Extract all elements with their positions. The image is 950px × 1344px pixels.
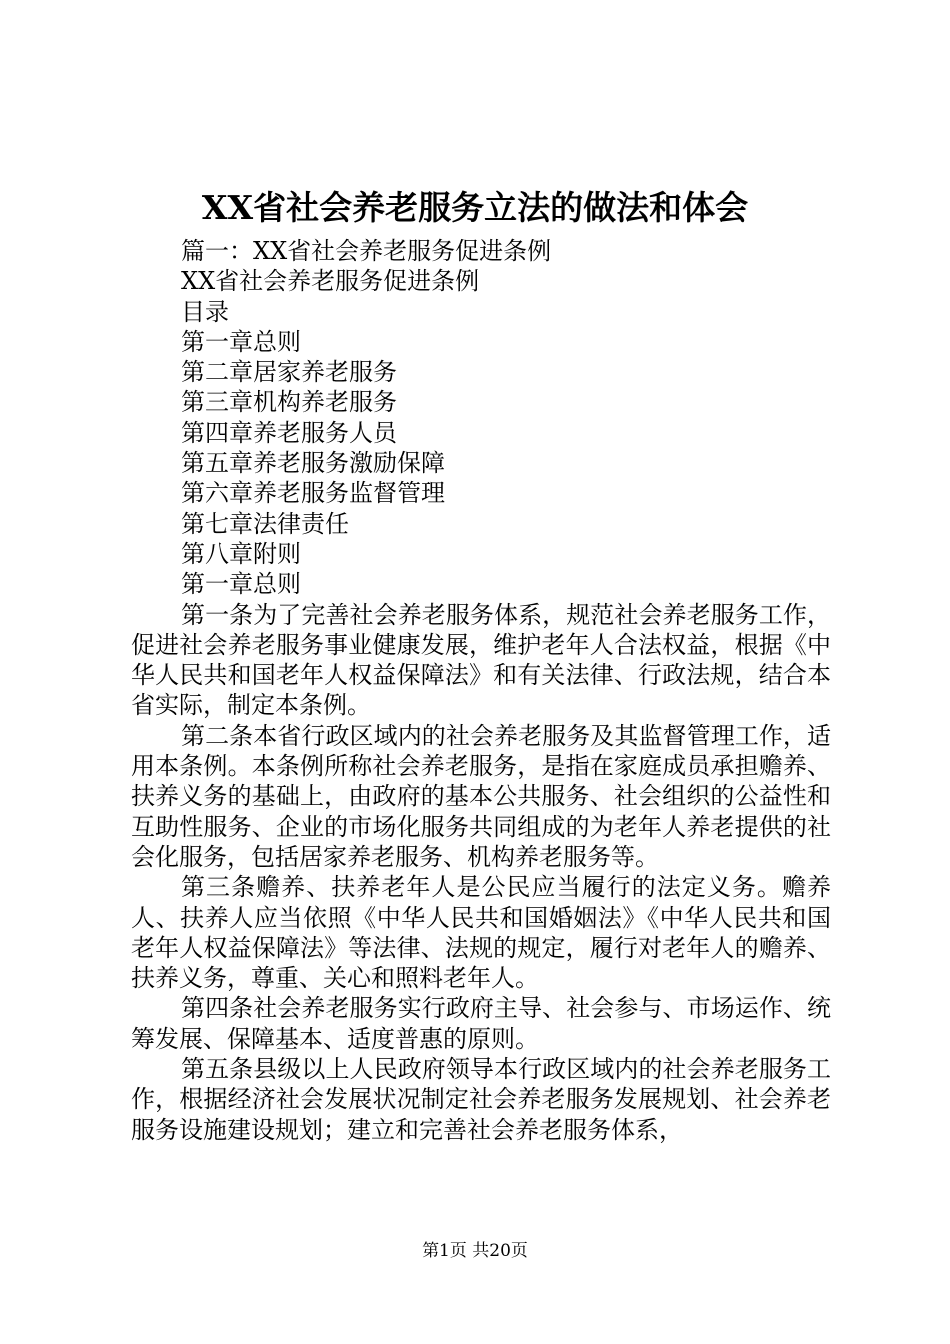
page-footer: 第1页 共20页: [422, 1241, 528, 1261]
regulation-title: XX省社会养老服务促进条例: [181, 267, 480, 296]
toc-item: 第七章法律责任: [181, 509, 349, 538]
toc-item: 第一章总则: [181, 327, 301, 356]
article-paragraph: 第三条赡养、扶养老年人是公民应当履行的法定义务。赡养人、扶养人应当依照《中华人民共和国婚姻法》《中华人民共和国老年人权益保障法》等法律、法规的规定，履行对老年人的赡养、扶养义务，尊重、关心和照料老年人。: [131, 873, 831, 993]
article-paragraph: 第四条社会养老服务实行政府主导、社会参与、市场运作、统筹发展、保障基本、适度普惠的原则。: [131, 994, 831, 1053]
article-paragraph: 第二条本省行政区域内的社会养老服务及其监督管理工作，适用本条例。本条例所称社会养老服务，是指在家庭成员承担赡养、扶养义务的基础上，由政府的基本公共服务、社会组织的公益性和互助性服务、企业的市场化服务共同组成的为老年人养老提供的社会化服务，包括居家养老服务、机构养老服务等。: [131, 721, 831, 871]
section-heading: 篇一：XX省社会养老服务促进条例: [181, 237, 552, 265]
document-body: [131, 236, 831, 1145]
toc-item: 第八章附则: [181, 539, 301, 568]
toc-item: 第五章养老服务激励保障: [181, 449, 445, 478]
toc-item: 第六章养老服务监督管理: [181, 479, 445, 508]
article-paragraph: 第五条县级以上人民政府领导本行政区域内的社会养老服务工作，根据经济社会发展状况制定社会养老服务发展规划、社会养老服务设施建设规划；建立和完善社会养老服务体系，: [131, 1055, 831, 1144]
toc-item: 第三章机构养老服务: [181, 388, 397, 417]
document-title: XX省社会养老服务立法的做法和体会: [201, 188, 749, 227]
toc-item: 第二章居家养老服务: [181, 358, 397, 387]
toc-heading: 目录: [181, 297, 229, 326]
toc-item: 第四章养老服务人员: [181, 418, 397, 447]
article-paragraph: 第一条为了完善社会养老服务体系，规范社会养老服务工作，促进社会养老服务事业健康发展，维护老年人合法权益，根据《中华人民共和国老年人权益保障法》和有关法律、行政法规，结合本省实际，制定本条例。: [131, 600, 831, 720]
chapter-heading: 第一章总则: [181, 570, 301, 599]
